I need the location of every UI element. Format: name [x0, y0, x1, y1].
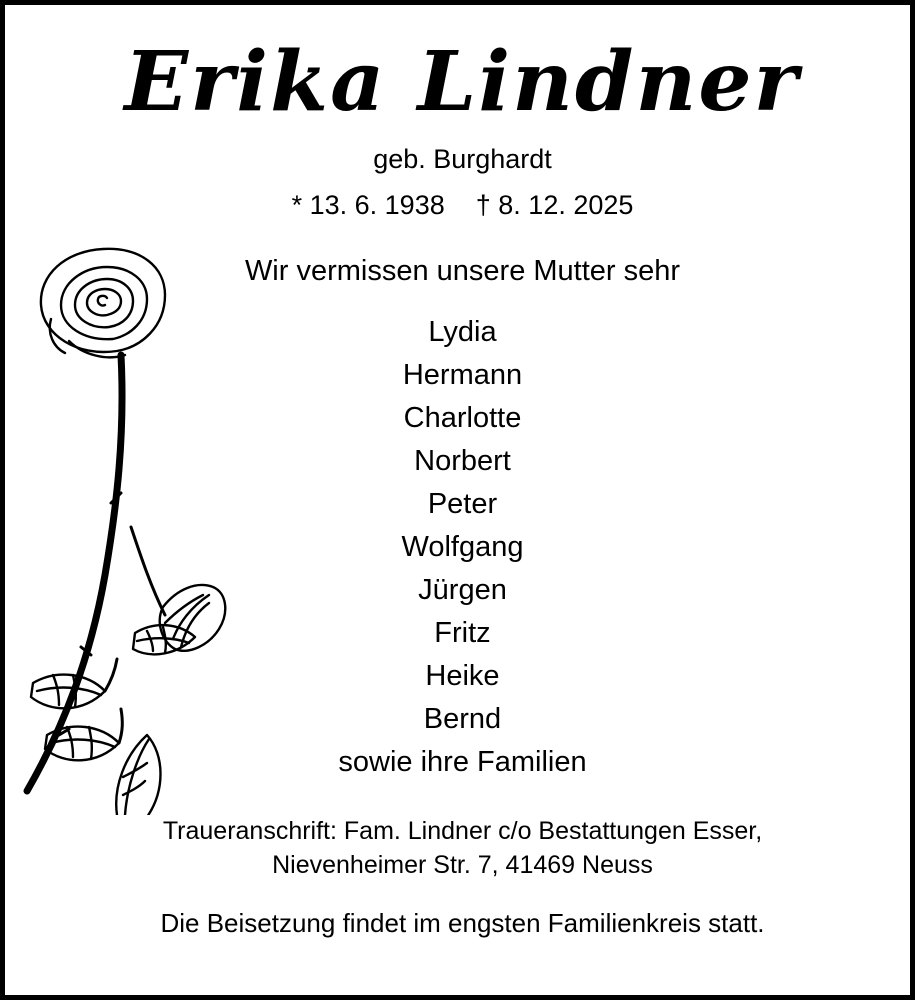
- burial-note: Die Beisetzung findet im engsten Familienkreis statt.: [160, 907, 765, 938]
- death-date: † 8. 12. 2025: [475, 190, 634, 221]
- list-item: Lydia: [428, 315, 497, 348]
- address-line-2: Nievenheimer Str. 7, 41469 Neuss: [272, 850, 653, 879]
- survivors-list: [338, 311, 586, 784]
- list-item: Charlotte: [403, 401, 522, 434]
- families-line: sowie ihre Familien: [338, 745, 587, 778]
- list-item: Hermann: [402, 358, 523, 391]
- notice-content: [5, 5, 915, 995]
- mourning-address: [163, 814, 762, 882]
- list-item: Jürgen: [418, 573, 507, 606]
- birth-date: * 13. 6. 1938: [291, 190, 445, 221]
- address-line-1: Traueranschrift: Fam. Lindner c/o Bestattungen Esser,: [162, 816, 763, 845]
- maiden-name: geb. Burghardt: [373, 144, 552, 174]
- list-item: Bernd: [423, 702, 502, 735]
- list-item: Heike: [425, 659, 500, 692]
- life-dates: [292, 189, 634, 221]
- list-item: Wolfgang: [401, 530, 524, 563]
- list-item: Fritz: [434, 616, 491, 649]
- mourning-message: Wir vermissen unsere Mutter sehr: [244, 254, 681, 287]
- list-item: Peter: [427, 487, 498, 520]
- deceased-name: Erika Lindner: [124, 34, 801, 130]
- list-item: Norbert: [414, 444, 511, 477]
